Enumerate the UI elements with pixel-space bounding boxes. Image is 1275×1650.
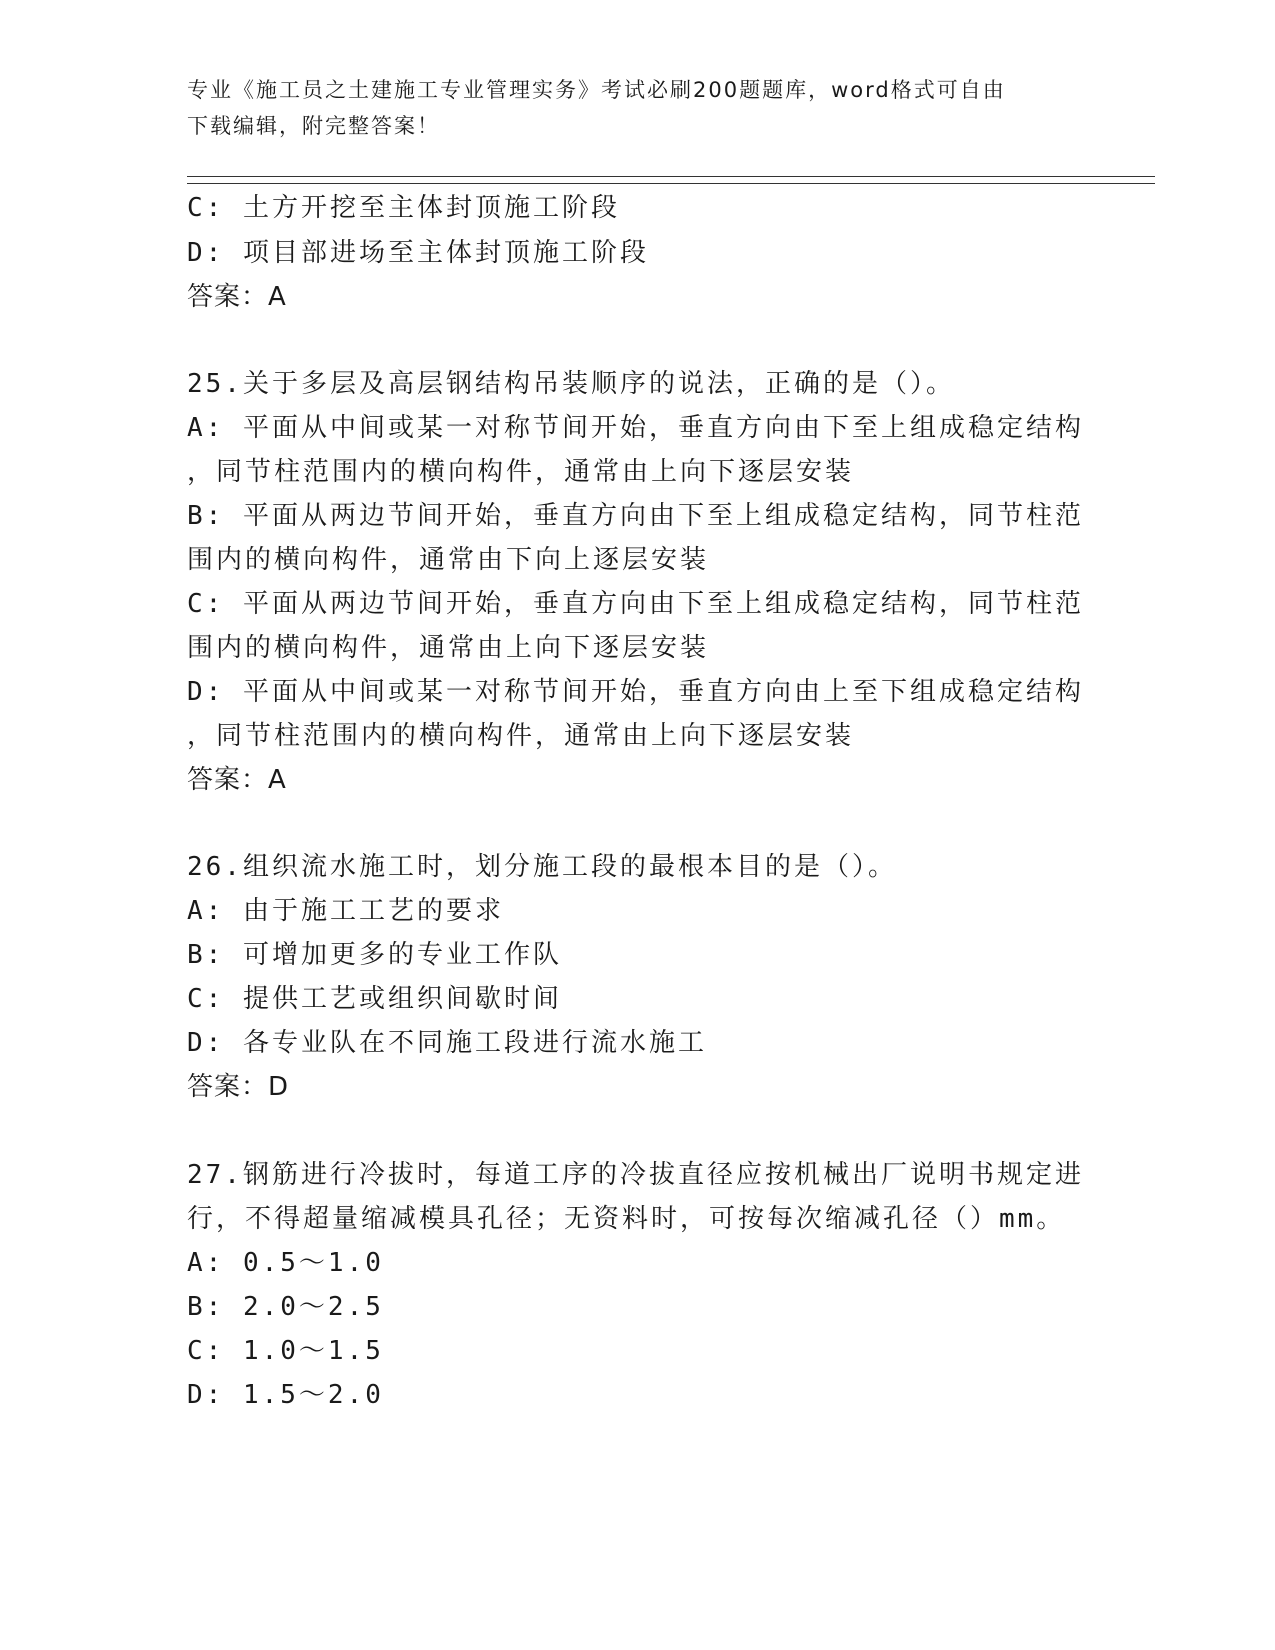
option-c-24: C: 土方开挖至主体封顶施工阶段: [187, 193, 620, 223]
document-header: [187, 72, 1087, 144]
option-a-25-cont: ，同节柱范围内的横向构件，通常由上向下逐层安装: [187, 457, 855, 487]
answer-24: 答案：A: [187, 282, 287, 312]
option-b-26: B: 可增加更多的专业工作队: [187, 940, 562, 970]
option-a-26: A: 由于施工工艺的要求: [187, 896, 504, 926]
answer-25: 答案：A: [187, 765, 287, 795]
option-a-27: A: 0.5～1.0: [187, 1248, 384, 1278]
header-line-2: 下载编辑，附完整答案！: [187, 114, 440, 138]
option-b-25: B: 平面从两边节间开始，垂直方向由下至上组成稳定结构，同节柱范: [187, 501, 1084, 531]
question-27: 27.钢筋进行冷拔时，每道工序的冷拔直径应按机械出厂说明书规定进: [187, 1160, 1084, 1190]
option-d-26: D: 各专业队在不同施工段进行流水施工: [187, 1028, 707, 1058]
question-27-cont: 行，不得超量缩减模具孔径；无资料时，可按每次缩减孔径（）mm。: [187, 1204, 1066, 1234]
header-line-1: 专业《施工员之土建施工专业管理实务》考试必刷200题题库，word格式可自由: [187, 78, 1006, 102]
option-b-27: B: 2.0～2.5: [187, 1292, 384, 1322]
option-d-25: D: 平面从中间或某一对称节间开始，垂直方向由上至下组成稳定结构: [187, 677, 1084, 707]
option-b-25-cont: 围内的横向构件，通常由下向上逐层安装: [187, 545, 710, 575]
option-c-25: C: 平面从两边节间开始，垂直方向由下至上组成稳定结构，同节柱范: [187, 589, 1084, 619]
option-d-24: D: 项目部进场至主体封顶施工阶段: [187, 238, 649, 268]
option-c-26: C: 提供工艺或组织间歇时间: [187, 984, 562, 1014]
option-c-25-cont: 围内的横向构件，通常由上向下逐层安装: [187, 633, 710, 663]
question-26: 26.组织流水施工时，划分施工段的最根本目的是（）。: [187, 852, 897, 882]
header-divider-bottom: [187, 183, 1155, 184]
option-d-27: D: 1.5～2.0: [187, 1380, 384, 1410]
option-a-25: A: 平面从中间或某一对称节间开始，垂直方向由下至上组成稳定结构: [187, 413, 1084, 443]
header-divider-top: [187, 176, 1155, 177]
answer-26: 答案：D: [187, 1072, 290, 1102]
option-d-25-cont: ，同节柱范围内的横向构件，通常由上向下逐层安装: [187, 721, 855, 751]
option-c-27: C: 1.0～1.5: [187, 1336, 384, 1366]
question-25: 25.关于多层及高层钢结构吊装顺序的说法，正确的是（）。: [187, 369, 955, 399]
